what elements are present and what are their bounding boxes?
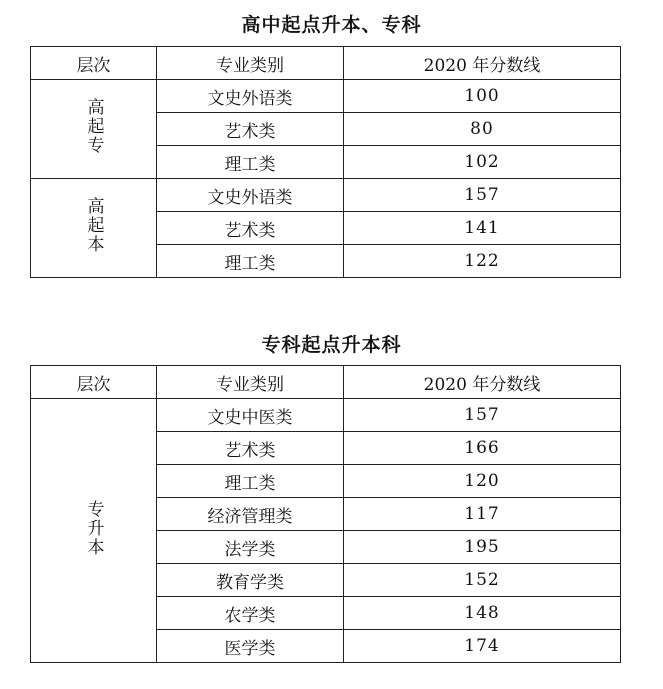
score-cell: 166 (344, 432, 621, 465)
level-cell (31, 179, 157, 278)
category-cell: 艺术类 (157, 212, 344, 245)
level-label: 专升本 (83, 499, 104, 557)
header-category: 专业类别 (157, 366, 344, 399)
category-cell: 经济管理类 (157, 498, 344, 531)
score-cell: 195 (344, 531, 621, 564)
score-cell: 117 (344, 498, 621, 531)
header-level: 层次 (31, 366, 157, 399)
category-cell: 艺术类 (157, 113, 344, 146)
table-header-row (31, 366, 621, 399)
category-cell: 医学类 (157, 630, 344, 663)
score-cell: 148 (344, 597, 621, 630)
score-cell: 100 (344, 80, 621, 113)
header-score: 2020 年分数线 (344, 47, 621, 80)
score-cell: 122 (344, 245, 621, 278)
category-cell: 文史中医类 (157, 399, 344, 432)
category-cell: 农学类 (157, 597, 344, 630)
score-cell: 141 (344, 212, 621, 245)
category-cell: 理工类 (157, 245, 344, 278)
table-row (31, 399, 621, 432)
section1-title: 高中起点升本、专科 (241, 14, 422, 36)
category-cell: 文史外语类 (157, 179, 344, 212)
score-cell: 80 (344, 113, 621, 146)
table-row (31, 80, 621, 113)
score-cell: 102 (344, 146, 621, 179)
level-cell (31, 399, 157, 663)
category-cell: 文史外语类 (157, 80, 344, 113)
category-cell: 理工类 (157, 465, 344, 498)
level-label: 高起专 (83, 98, 104, 155)
score-cell: 157 (344, 399, 621, 432)
table-header-row (31, 47, 621, 80)
score-cell: 120 (344, 465, 621, 498)
category-cell: 理工类 (157, 146, 344, 179)
level-label: 高起本 (83, 197, 104, 254)
table-row (31, 179, 621, 212)
category-cell: 教育学类 (157, 564, 344, 597)
score-cell: 152 (344, 564, 621, 597)
score-cell: 174 (344, 630, 621, 663)
section2-title: 专科起点升本科 (261, 334, 402, 356)
score-table-gaozhong (30, 46, 621, 278)
level-cell (31, 80, 157, 179)
header-category: 专业类别 (157, 47, 344, 80)
score-table-zhuanke (30, 365, 621, 663)
header-score: 2020 年分数线 (344, 366, 621, 399)
header-level: 层次 (31, 47, 157, 80)
category-cell: 法学类 (157, 531, 344, 564)
category-cell: 艺术类 (157, 432, 344, 465)
score-cell: 157 (344, 179, 621, 212)
